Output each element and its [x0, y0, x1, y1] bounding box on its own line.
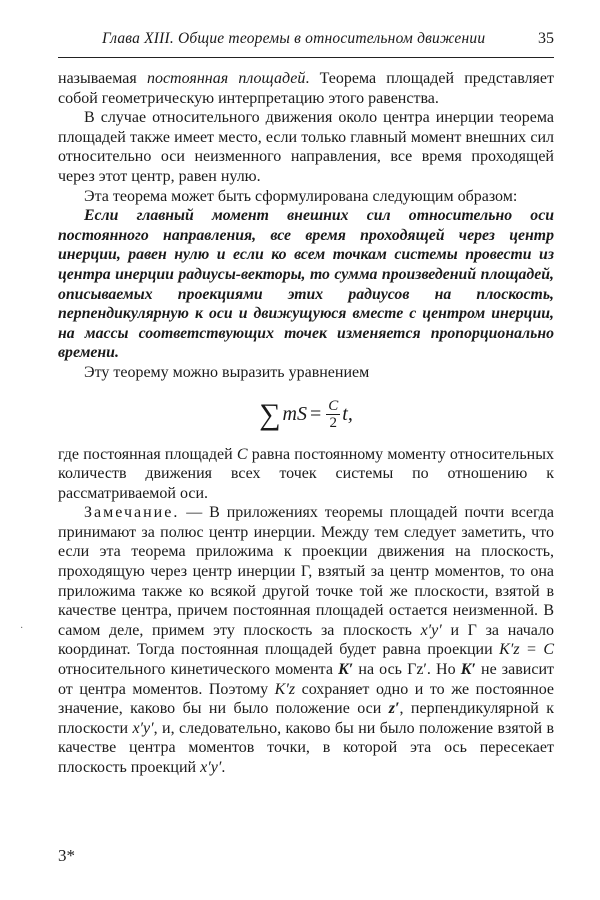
paragraph-3: Эта теорема может быть сформулирована следующим образом: — [84, 187, 518, 205]
paragraph-1: называемая постоянная площадей. Теорема площадей представляет собой геометрическую интерпретацию этого равенства. — [58, 70, 554, 107]
sum-symbol: ∑ — [259, 397, 281, 431]
margin-mark: · — [20, 623, 24, 634]
fraction-numerator: C — [328, 398, 339, 414]
remark-paragraph: Замечание. — В приложениях теоремы площадей почти всегда принимают за полюс центр инерции. Между тем следует заметить, что если эта теорема приложима к проекции движения на плоскость, проходящую через центр инерции Γ, взятый за центр моментов, то она приложима также ко всякой другой точке той же плоскости, взятой в качестве центра, причем постоянная площадей остается неизменной. В самом деле, примем эту плоскость за плоскость x′y′ и Γ за начало координат. Тогда постоянная площадей будет равна проекции K′z = C относительного кинетического момента K′ на ось Γz′. Но K′ не зависит от центра моментов. Поэтому K′z сохраняет одно и то же постоянное значение, каково бы ни было положение оси z′, перпендикулярной к плоскости x′y′, и, следовательно, каково бы ни было положение взятой в качестве центра моментов точки, в которой эта ось пересекает плоскость проекций x′y′. — [58, 504, 555, 776]
paragraph-2: В случае относительного движения около центра инерции теорема площадей также имеет место, если только главный момент внешних сил относительно оси неизменного направления, все время проходящей через этот центр, равен нулю. — [58, 109, 554, 185]
body-text — [58, 69, 554, 778]
printer-signature: 3* — [58, 846, 75, 865]
area-equation — [58, 395, 554, 435]
fraction-denominator: 2 — [329, 415, 338, 431]
page — [58, 30, 554, 778]
remark-label: Замечание. — [84, 504, 180, 522]
equals-sign: = — [309, 402, 322, 425]
theorem-statement: Если главный момент внешних сил относительно оси постоянного направления, все время проходящей через центр инерции, равен нулю и если ко всем точкам системы провести из центра инерции радиусы-векторы, то сумма произведений площадей, описываемых проекциями этих радиусов на плоскость, перпендикулярную к оси и движущуюся вместе с центром инерции, на массы соответствующих точек изменяется пропорционально времени. — [58, 207, 554, 362]
page-number: 35 — [538, 30, 554, 47]
term-constant-areas: постоянная площадей — [146, 70, 306, 87]
paragraph-4: Эту теорему можно выразить уравнением — [84, 363, 370, 381]
equation-lhs: mS — [282, 402, 307, 425]
fraction — [326, 398, 340, 431]
paragraph-5: где постоянная площадей C равна постоянному моменту относительных количеств движения всех точек системы по отношению к рассматриваемой оси. — [58, 445, 554, 502]
equation-rhs: t, — [342, 402, 353, 425]
running-header — [58, 30, 554, 58]
chapter-title: Глава XIII. Общие теоремы в относительном движении — [102, 30, 486, 47]
